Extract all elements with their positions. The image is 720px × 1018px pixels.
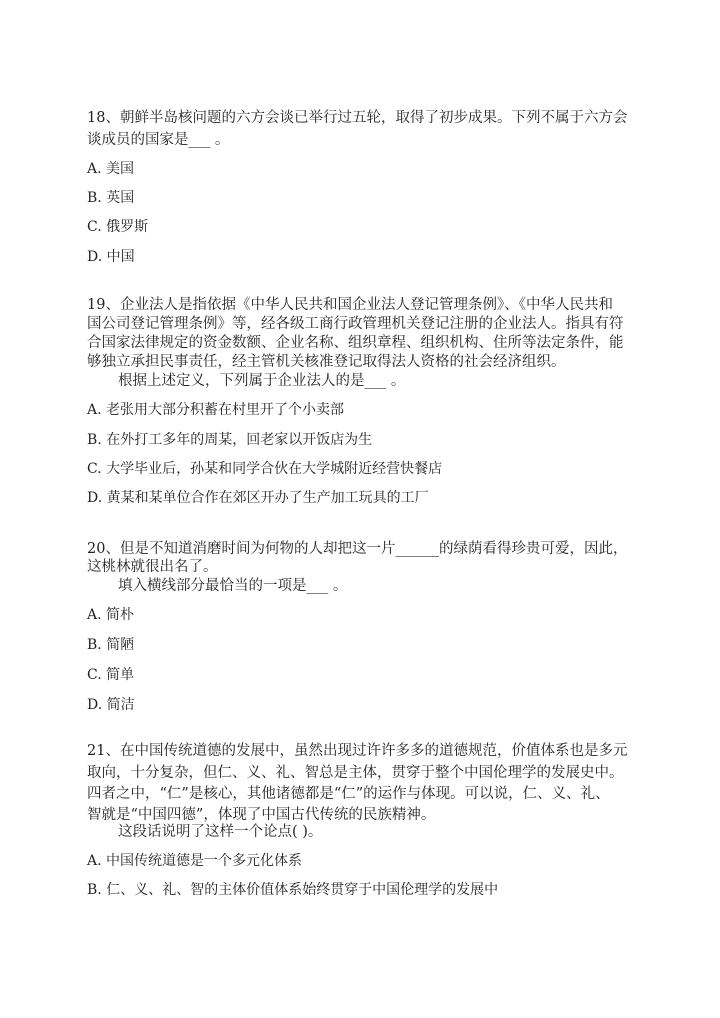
question-20-option-a: A. 简朴 xyxy=(87,607,135,623)
question-21-text-line-3: 四者之中，“仁”是核心，其他诸德都是“仁”的运作与体现。可以说，仁、义、礼、 xyxy=(87,786,610,802)
question-21-text-line-2: 取向，十分复杂，但仁、义、礼、智总是主体，贯穿于整个中国伦理学的发展史中。 xyxy=(87,765,624,781)
question-21-text-line-1: 21、在中国传统道德的发展中，虽然出现过许许多多的道德规范，价值体系也是多元 xyxy=(87,743,628,759)
question-19-text-line-1: 19、企业法人是指依据《中华人民共和国企业法人登记管理条例》、《中华人民共和 xyxy=(87,297,613,313)
question-20-option-b: B. 简陋 xyxy=(87,637,135,653)
question-21-option-b: B. 仁、义、礼、智的主体价值体系始终贯穿于中国伦理学的发展中 xyxy=(87,882,499,898)
question-18-option-a: A. 美国 xyxy=(87,161,135,177)
question-19-option-c: C. 大学毕业后，孙某和同学合伙在大学城附近经营快餐店 xyxy=(87,461,443,477)
question-19-text-line-3: 合国家法律规定的资金数额、企业名称、组织章程、组织机构、住所等法定条件，能 xyxy=(87,335,624,351)
question-20-option-d: D. 简洁 xyxy=(87,697,135,713)
question-21-text-line-4: 智就是“中国四德”，体现了中国古代传统的民族精神。 xyxy=(87,807,436,823)
question-18-text-line-2: 谈成员的国家是___ 。 xyxy=(87,132,230,148)
question-19-text-line-4: 够独立承担民事责任，经主管机关核准登记取得法人资格的社会经济组织。 xyxy=(87,354,566,370)
question-20-prompt: 填入横线部分最恰当的一项是___ 。 xyxy=(118,578,348,594)
question-21-option-a: A. 中国传统道德是一个多元化体系 xyxy=(87,853,303,869)
question-19-option-b: B. 在外打工多年的周某，回老家以开饭店为生 xyxy=(87,432,373,448)
question-20-text-line-1: 20、但是不知道消磨时间为何物的人却把这一片______的绿荫看得珍贵可爱，因此， xyxy=(87,541,628,557)
question-18-text-line-1: 18、朝鲜半岛核问题的六方会谈已举行过五轮，取得了初步成果。下列不属于六方会 xyxy=(87,110,628,126)
question-21-prompt: 这段话说明了这样一个论点( )。 xyxy=(118,824,323,840)
question-18-option-c: C. 俄罗斯 xyxy=(87,219,149,235)
question-20-option-c: C. 简单 xyxy=(87,667,135,683)
question-19-prompt: 根据上述定义，下列属于企业法人的是___ 。 xyxy=(118,373,406,389)
question-18-option-b: B. 英国 xyxy=(87,190,135,206)
question-19-text-line-2: 国公司登记管理条例》等，经各级工商行政管理机关登记注册的企业法人。指具有符 xyxy=(87,316,624,332)
question-19-option-d: D. 黄某和某单位合作在郊区开办了生产加工玩具的工厂 xyxy=(87,490,429,506)
question-20-text-line-2: 这桃林就很出名了。 xyxy=(87,559,218,575)
question-18-option-d: D. 中国 xyxy=(87,249,135,265)
question-19-option-a: A. 老张用大部分积蓄在村里开了个小卖部 xyxy=(87,402,345,418)
